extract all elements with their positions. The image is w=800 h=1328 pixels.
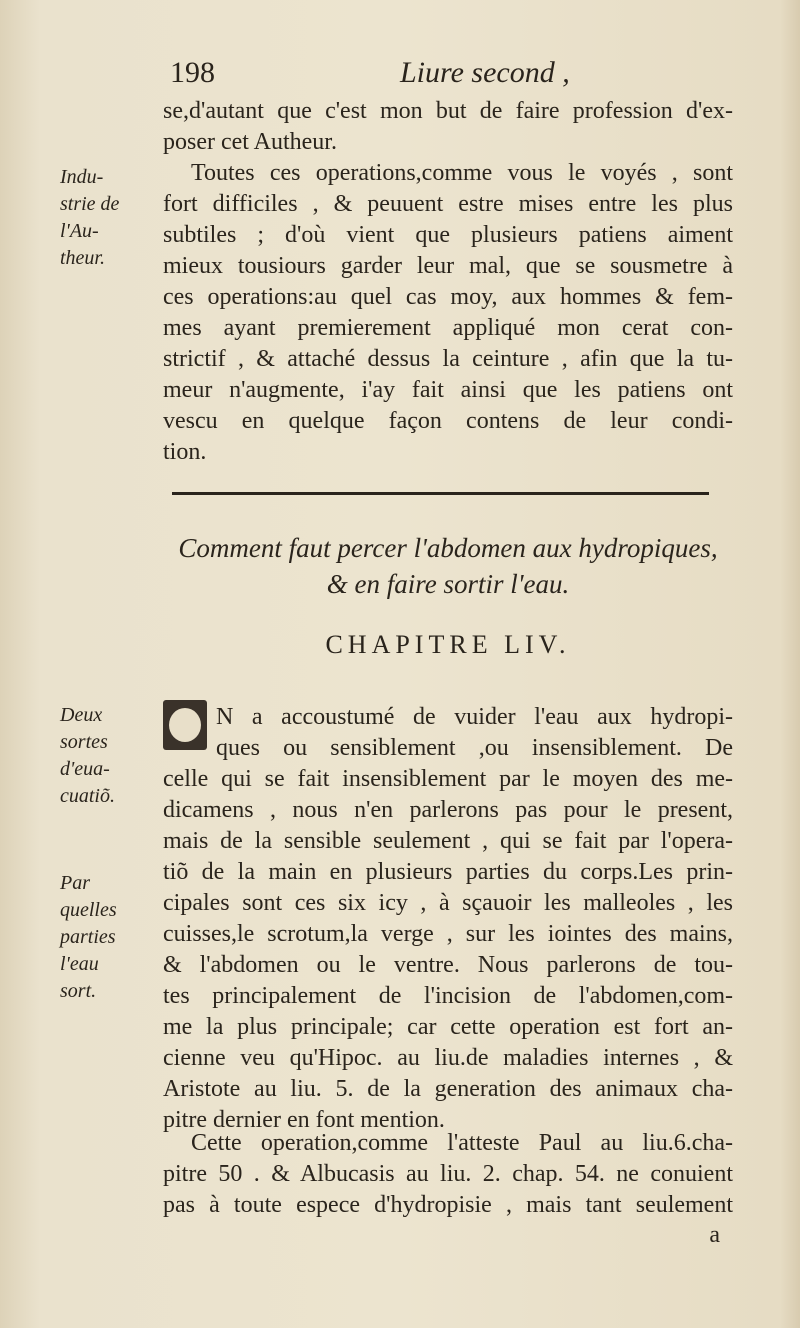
margin-note-line: sortes — [60, 731, 108, 753]
text-line: tiõ de la main en plusieurs parties du corps.Les prin- — [163, 859, 733, 885]
text-line: pitre 50 . & Albucasis au liu. 2. chap. 54. ne conuient — [163, 1161, 733, 1187]
margin-note-line: sort. — [60, 980, 97, 1002]
text-line: celle qui se fait insensiblement par le moyen des me- — [163, 766, 733, 792]
text-line: vescu en quelque façon contens de leur condi- — [163, 408, 733, 434]
text-line: mais de la sensible seulement , qui se fait par l'opera- — [163, 828, 733, 854]
margin-note-line: Deux — [60, 704, 103, 726]
margin-note-line: l'Au- — [60, 220, 99, 242]
margin-note-par-quelles — [60, 870, 155, 1005]
text-line: subtiles ; d'où vient que plusieurs patiens aiment — [163, 222, 733, 248]
text-line: meur n'augmente, i'ay fait ainsi que les patiens ont — [163, 377, 733, 403]
margin-note-industrie — [60, 164, 155, 272]
margin-note-line: d'euа- — [60, 758, 110, 780]
margin-note-line: Indu- — [60, 166, 104, 188]
text-line: & l'abdomen ou le ventre. Nous parlerons de tou- — [163, 952, 733, 978]
text-line: ques ou sensiblement ,ou insensiblement. De — [216, 735, 733, 761]
text-line: me la plus principale; car cette operation est fort an- — [163, 1014, 733, 1040]
paragraph-1 — [163, 158, 733, 468]
text-line: cienne veu qu'Hipoc. au liu.de maladies internes , & — [163, 1045, 733, 1071]
margin-note-line: Par — [60, 872, 90, 894]
text-line: N a accoustumé de vuider l'eau aux hydropi- — [216, 704, 733, 730]
text-line: pitre dernier en font mention. — [163, 1107, 445, 1133]
text-line: mes ayant premierement appliqué mon cerat con- — [163, 315, 733, 341]
intro-text — [163, 96, 733, 158]
text-line: ces operations:au quel cas moy, aux hommes & fem- — [163, 284, 733, 310]
section-divider — [172, 492, 709, 495]
running-title: Liure second , — [400, 56, 570, 89]
margin-note-line: l'eau — [60, 953, 99, 975]
text-line: fort difficiles , & peuuent estre mises entre les plus — [163, 191, 733, 217]
margin-note-deux-sortes — [60, 702, 155, 810]
margin-note-line: quelles — [60, 899, 117, 921]
chapter-text — [163, 764, 733, 1136]
text-line: mieux tousiours garder leur mal, que se sousmetre à — [163, 253, 733, 279]
dropcap-ornament-icon — [163, 700, 207, 750]
text-line: dicamens , nous n'en parlerons pas pour le present, — [163, 797, 733, 823]
text-line: Cette operation,comme l'atteste Paul au liu.6.cha- — [191, 1130, 733, 1156]
text-line: tion. — [163, 439, 207, 465]
text-line: pas à toute espece d'hydropisie , mais tant seulement — [163, 1192, 733, 1218]
margin-note-line: parties — [60, 926, 116, 948]
text-line: tes principalement de l'incision de l'abdomen,com- — [163, 983, 733, 1009]
chapter-number: CHAPITRE LIV. — [325, 630, 571, 659]
text-line: cuisses,le scrotum,la verge , sur les iointes des mains, — [163, 921, 733, 947]
text-line: strictif , & attaché dessus la ceinture , afin que la tu- — [163, 346, 733, 372]
chapter-title-line-2: & en faire sortir l'eau. — [326, 569, 570, 599]
text-line: cipales sont ces six icy , à sçauoir les malleoles , les — [163, 890, 733, 916]
margin-note-line: theur. — [60, 247, 105, 269]
margin-note-line: strie de — [60, 193, 120, 215]
chapter-text-dropcap-lines — [216, 702, 733, 764]
paragraph-2 — [163, 1128, 733, 1221]
page-header — [170, 56, 730, 96]
page-number: 198 — [170, 56, 215, 89]
margin-note-line: cuatiõ. — [60, 785, 115, 807]
text-line: Aristote au liu. 5. de la generation des animaux cha- — [163, 1076, 733, 1102]
catchword: a — [709, 1222, 720, 1248]
text-line: Toutes ces operations,comme vous le voyés , sont — [191, 160, 733, 186]
text-line: se,d'autant que c'est mon but de faire profession d'ex- — [163, 98, 733, 124]
text-line: poser cet Autheur. — [163, 129, 337, 155]
chapter-title-line-1: Comment faut percer l'abdomen aux hydropiques, — [178, 533, 718, 563]
